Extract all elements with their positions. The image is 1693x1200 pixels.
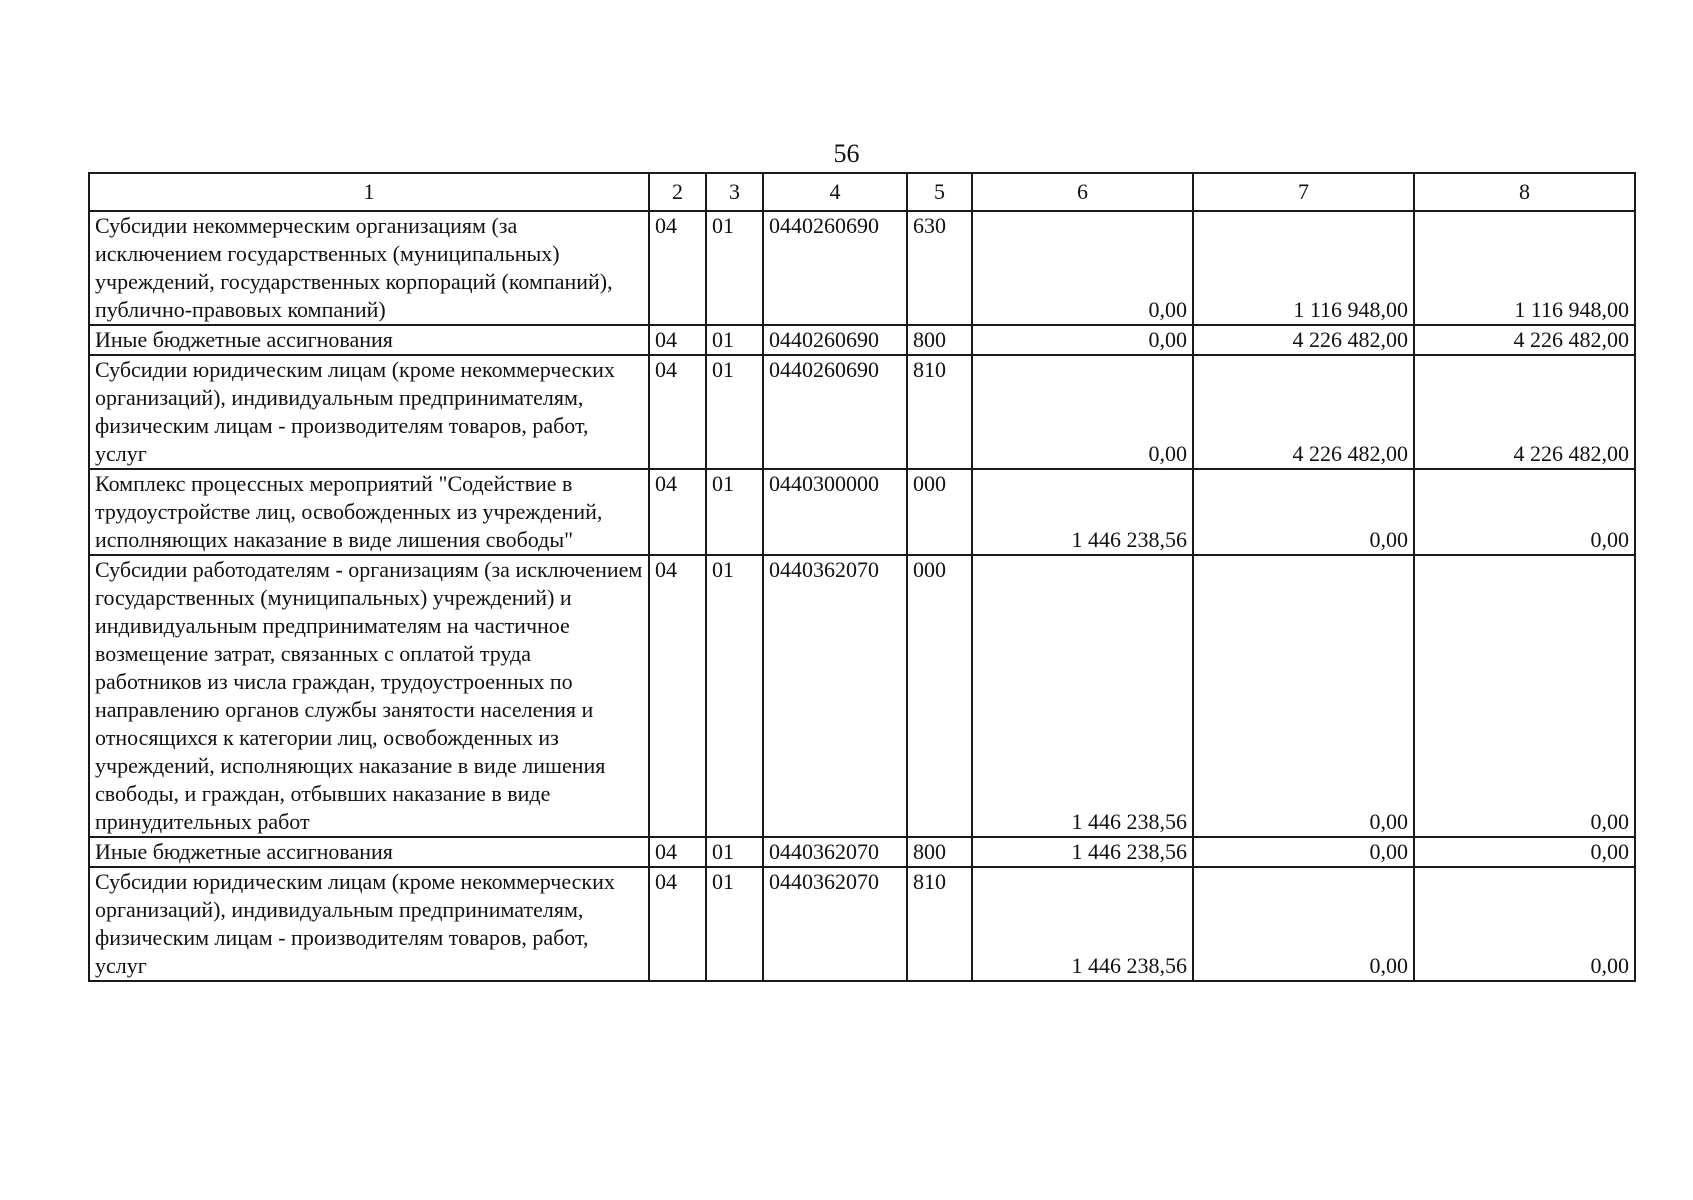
item-name: Иные бюджетные ассигнования — [89, 837, 649, 867]
amount-column-8: 0,00 — [1414, 837, 1635, 867]
table-row — [89, 555, 1635, 837]
amount-column-6: 1 446 238,56 — [972, 837, 1193, 867]
expense-type-code: 630 — [907, 211, 972, 325]
amount-column-7: 0,00 — [1193, 867, 1414, 981]
amount-column-6: 0,00 — [972, 355, 1193, 469]
subsection-code: 01 — [706, 469, 763, 555]
item-name: Субсидии юридическим лицам (кроме некоммерческих организаций), индивидуальным предпринимателям, физическим лицам - производителям товаров, работ, услуг — [89, 355, 649, 469]
expense-type-code: 800 — [907, 837, 972, 867]
item-name: Комплекс процессных мероприятий "Содействие в трудоустройстве лиц, освобожденных из учреждений, исполняющих наказание в виде лишения свободы" — [89, 469, 649, 555]
amount-column-6: 0,00 — [972, 325, 1193, 355]
amount-column-7: 0,00 — [1193, 837, 1414, 867]
section-code: 04 — [649, 555, 706, 837]
subsection-code: 01 — [706, 211, 763, 325]
subsection-code: 01 — [706, 867, 763, 981]
expense-type-code: 000 — [907, 555, 972, 837]
target-article-code: 0440362070 — [763, 867, 907, 981]
target-article-code: 0440260690 — [763, 355, 907, 469]
column-header-4: 4 — [763, 173, 907, 211]
target-article-code: 0440300000 — [763, 469, 907, 555]
column-header-5: 5 — [907, 173, 972, 211]
target-article-code: 0440362070 — [763, 837, 907, 867]
section-code: 04 — [649, 469, 706, 555]
amount-column-8: 0,00 — [1414, 867, 1635, 981]
subsection-code: 01 — [706, 355, 763, 469]
amount-column-7: 4 226 482,00 — [1193, 355, 1414, 469]
amount-column-6: 0,00 — [972, 211, 1193, 325]
amount-column-7: 0,00 — [1193, 555, 1414, 837]
item-name: Субсидии юридическим лицам (кроме некоммерческих организаций), индивидуальным предпринимателям, физическим лицам - производителям товаров, работ, услуг — [89, 867, 649, 981]
amount-column-8: 0,00 — [1414, 469, 1635, 555]
column-header-3: 3 — [706, 173, 763, 211]
column-header-2: 2 — [649, 173, 706, 211]
expense-type-code: 810 — [907, 867, 972, 981]
table-header — [89, 173, 1635, 211]
table-body — [89, 211, 1635, 981]
section-code: 04 — [649, 355, 706, 469]
amount-column-6: 1 446 238,56 — [972, 867, 1193, 981]
item-name: Субсидии работодателям - организациям (за исключением государственных (муниципальных) учреждений) и индивидуальным предпринимателям на частичное возмещение затрат, связанных с оплатой труда работников из числа граждан, трудоустроенных по направлению органов службы занятости населения и относящихся к категории лиц, освобожденных из учреждений, исполняющих наказание в виде лишения свободы, и граждан, отбывших наказание в виде принудительных работ — [89, 555, 649, 837]
column-header-6: 6 — [972, 173, 1193, 211]
section-code: 04 — [649, 837, 706, 867]
column-header-1: 1 — [89, 173, 649, 211]
column-header-8: 8 — [1414, 173, 1635, 211]
amount-column-7: 4 226 482,00 — [1193, 325, 1414, 355]
amount-column-7: 1 116 948,00 — [1193, 211, 1414, 325]
section-code: 04 — [649, 325, 706, 355]
amount-column-8: 4 226 482,00 — [1414, 325, 1635, 355]
item-name: Субсидии некоммерческим организациям (за исключением государственных (муниципальных) учреждений, государственных корпораций (компаний), публично-правовых компаний) — [89, 211, 649, 325]
table-row — [89, 355, 1635, 469]
target-article-code: 0440260690 — [763, 211, 907, 325]
section-code: 04 — [649, 211, 706, 325]
column-header-7: 7 — [1193, 173, 1414, 211]
subsection-code: 01 — [706, 555, 763, 837]
amount-column-6: 1 446 238,56 — [972, 469, 1193, 555]
table-row — [89, 867, 1635, 981]
table-row — [89, 469, 1635, 555]
amount-column-8: 0,00 — [1414, 555, 1635, 837]
item-name: Иные бюджетные ассигнования — [89, 325, 649, 355]
header-row — [89, 173, 1635, 211]
amount-column-6: 1 446 238,56 — [972, 555, 1193, 837]
amount-column-7: 0,00 — [1193, 469, 1414, 555]
budget-table — [88, 172, 1636, 982]
subsection-code: 01 — [706, 837, 763, 867]
expense-type-code: 000 — [907, 469, 972, 555]
expense-type-code: 800 — [907, 325, 972, 355]
target-article-code: 0440362070 — [763, 555, 907, 837]
amount-column-8: 1 116 948,00 — [1414, 211, 1635, 325]
subsection-code: 01 — [706, 325, 763, 355]
section-code: 04 — [649, 867, 706, 981]
table-row — [89, 837, 1635, 867]
table-row — [89, 325, 1635, 355]
expense-type-code: 810 — [907, 355, 972, 469]
page-number: 56 — [833, 139, 860, 168]
table-row — [89, 211, 1635, 325]
target-article-code: 0440260690 — [763, 325, 907, 355]
amount-column-8: 4 226 482,00 — [1414, 355, 1635, 469]
